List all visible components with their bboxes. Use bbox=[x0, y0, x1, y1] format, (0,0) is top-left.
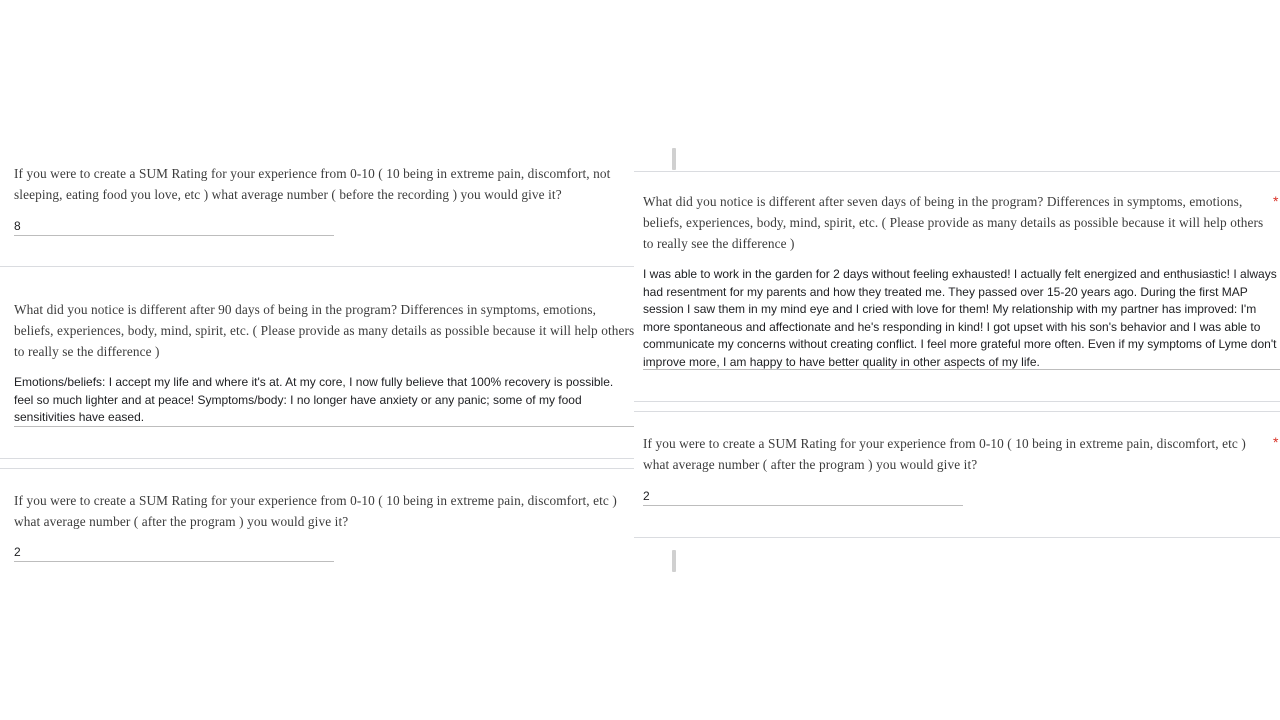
answer-underline bbox=[643, 369, 1280, 370]
required-asterisk: * bbox=[1273, 193, 1279, 209]
section-divider bbox=[634, 411, 1280, 412]
section-divider bbox=[0, 468, 636, 469]
answer-sum-rating-before[interactable]: 8 bbox=[14, 219, 21, 233]
question-90-days: What did you notice is different after 90 days of being in the program? Differences in symptoms, emotions, beliefs, experiences, body, mind, spirit, etc. ( Please provide as many details as possible because it will help others to really se the difference ) bbox=[14, 302, 635, 359]
answer-sum-rating-after[interactable]: 2 bbox=[643, 489, 650, 503]
answer-sum-rating-after[interactable]: 2 bbox=[14, 545, 21, 559]
scroll-marker bbox=[672, 148, 676, 170]
question-sum-rating-after: If you were to create a SUM Rating for your experience from 0-10 ( 10 being in extreme pain, discomfort, etc ) what average number ( after the program ) you would give it? bbox=[14, 493, 617, 529]
section-divider bbox=[0, 458, 636, 459]
question-sum-rating-after: If you were to create a SUM Rating for your experience from 0-10 ( 10 being in extreme pain, discomfort, etc ) what average number ( after the program ) you would give it? bbox=[643, 436, 1246, 472]
section-divider bbox=[634, 171, 1280, 172]
right-form-panel bbox=[634, 145, 1280, 575]
section-divider bbox=[0, 266, 636, 267]
left-form-panel bbox=[0, 150, 636, 570]
scroll-marker bbox=[672, 550, 676, 572]
answer-underline bbox=[14, 235, 334, 236]
required-asterisk: * bbox=[1273, 434, 1279, 450]
answer-underline bbox=[14, 561, 334, 562]
answer-90-days[interactable]: Emotions/beliefs: I accept my life and where it's at. At my core, I now fully believe that 100% recovery is possible. feel so much lighter and at peace! Symptoms/body: I no longer have anxiety or any panic; some of my food sensitivities have eased. bbox=[14, 375, 614, 424]
section-divider bbox=[634, 537, 1280, 538]
answer-underline bbox=[643, 505, 963, 506]
section-divider bbox=[634, 401, 1280, 402]
answer-seven-days[interactable]: I was able to work in the garden for 2 days without feeling exhausted! I actually felt energized and enthusiastic! I always had resentment for my parents and how they treated me. They passed over 15-20 years ago. During the first MAP session I saw them in my mind eye and I cried with love for them! My relationship with my partner has improved: I'm more spontaneous and affectionate and he's responding in kind! I got upset with his son's behavior and I was able to communicate my concerns without creating conflict. I feel more grateful more often. Even if my symptoms of Lyme don't improve more, I am happy to have better quality in other aspects of my life. bbox=[643, 267, 1277, 369]
answer-underline bbox=[14, 426, 636, 427]
question-sum-rating-before: If you were to create a SUM Rating for your experience from 0-10 ( 10 being in extreme pain, discomfort, not sleeping, eating food you love, etc ) what average number ( before the recording ) you would give it? bbox=[14, 166, 611, 202]
question-seven-days: What did you notice is different after seven days of being in the program? Differences in symptoms, emotions, beliefs, experiences, body, mind, spirit, etc. ( Please provide as many details as possible because it will help others to really see the difference ) bbox=[643, 194, 1264, 251]
